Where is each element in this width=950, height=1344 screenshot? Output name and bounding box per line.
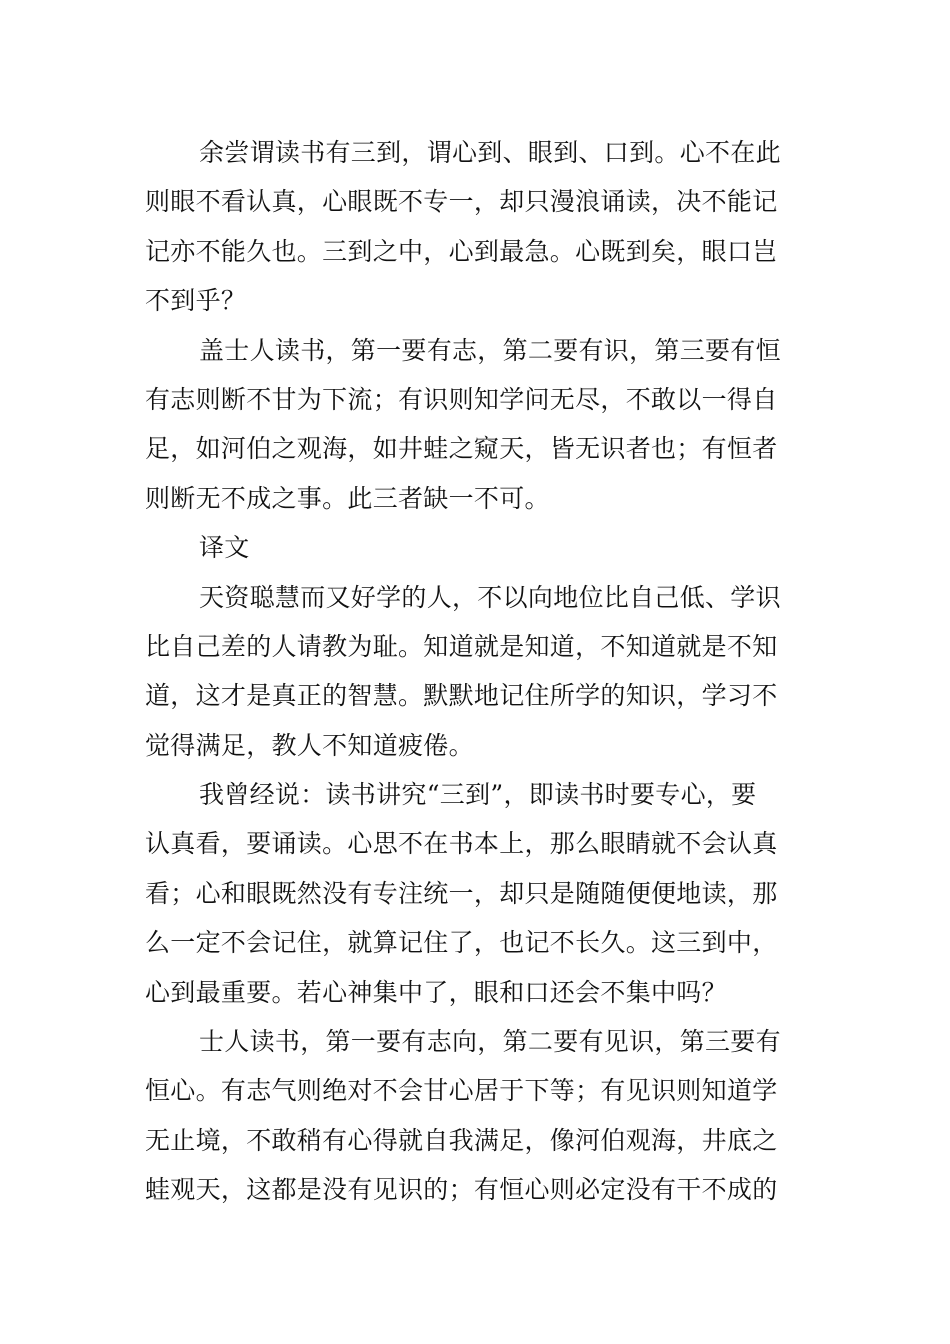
text-line: 士人读书，第一要有志向，第二要有见识，第三要有 — [199, 1027, 781, 1057]
text-line: 么一定不会记住，就算记住了，也记不长久。这三到中， — [145, 928, 778, 958]
text-line: 道，这才是真正的智慧。默默地记住所学的知识，学习不 — [145, 681, 778, 711]
text-line: 认真看，要诵读。心思不在书本上，那么眼睛就不会认真 — [145, 829, 778, 859]
text-line: 天资聪慧而又好学的人，不以向地位比自己低、学识 — [199, 582, 781, 612]
text-line: 看；心和眼既然没有专注统一，却只是随随便便地读，那 — [145, 878, 778, 908]
text-line: 觉得满足，教人不知道疲倦。 — [145, 730, 474, 760]
text-line: 无止境，不敢稍有心得就自我满足，像河伯观海，井底之 — [145, 1125, 778, 1155]
section-heading: 译文 — [199, 533, 250, 563]
text-line: 比自己差的人请教为耻。知道就是知道，不知道就是不知 — [145, 631, 778, 661]
text-line: 恒心。有志气则绝对不会甘心居于下等；有见识则知道学 — [145, 1076, 778, 1106]
text-line: 则断无不成之事。此三者缺一不可。 — [145, 483, 550, 513]
text-line: 我曾经说：读书讲究“三到”，即读书时要专心，要 — [199, 780, 757, 810]
text-line: 余尝谓读书有三到，谓心到、眼到、口到。心不在此 — [199, 138, 781, 167]
text-line: 足，如河伯之观海，如井蛙之窥天，皆无识者也；有恒者 — [145, 434, 778, 464]
text-line: 蛙观天，这都是没有见识的；有恒心则必定没有干不成的 — [145, 1175, 778, 1205]
text-line: 有志则断不甘为下流；有识则知学问无尽，不敢以一得自 — [145, 384, 778, 414]
text-line: 心到最重要。若心神集中了，眼和口还会不集中吗？ — [145, 977, 727, 1007]
text-line: 盖士人读书，第一要有志，第二要有识，第三要有恒 — [199, 335, 781, 365]
text-line: 记亦不能久也。三到之中，心到最急。心既到矣，眼口岂 — [145, 236, 778, 266]
text-line: 则眼不看认真，心眼既不专一，却只漫浪诵读，决不能记 — [145, 187, 778, 217]
text-line: 不到乎？ — [145, 286, 247, 316]
document-text — [145, 128, 809, 1215]
